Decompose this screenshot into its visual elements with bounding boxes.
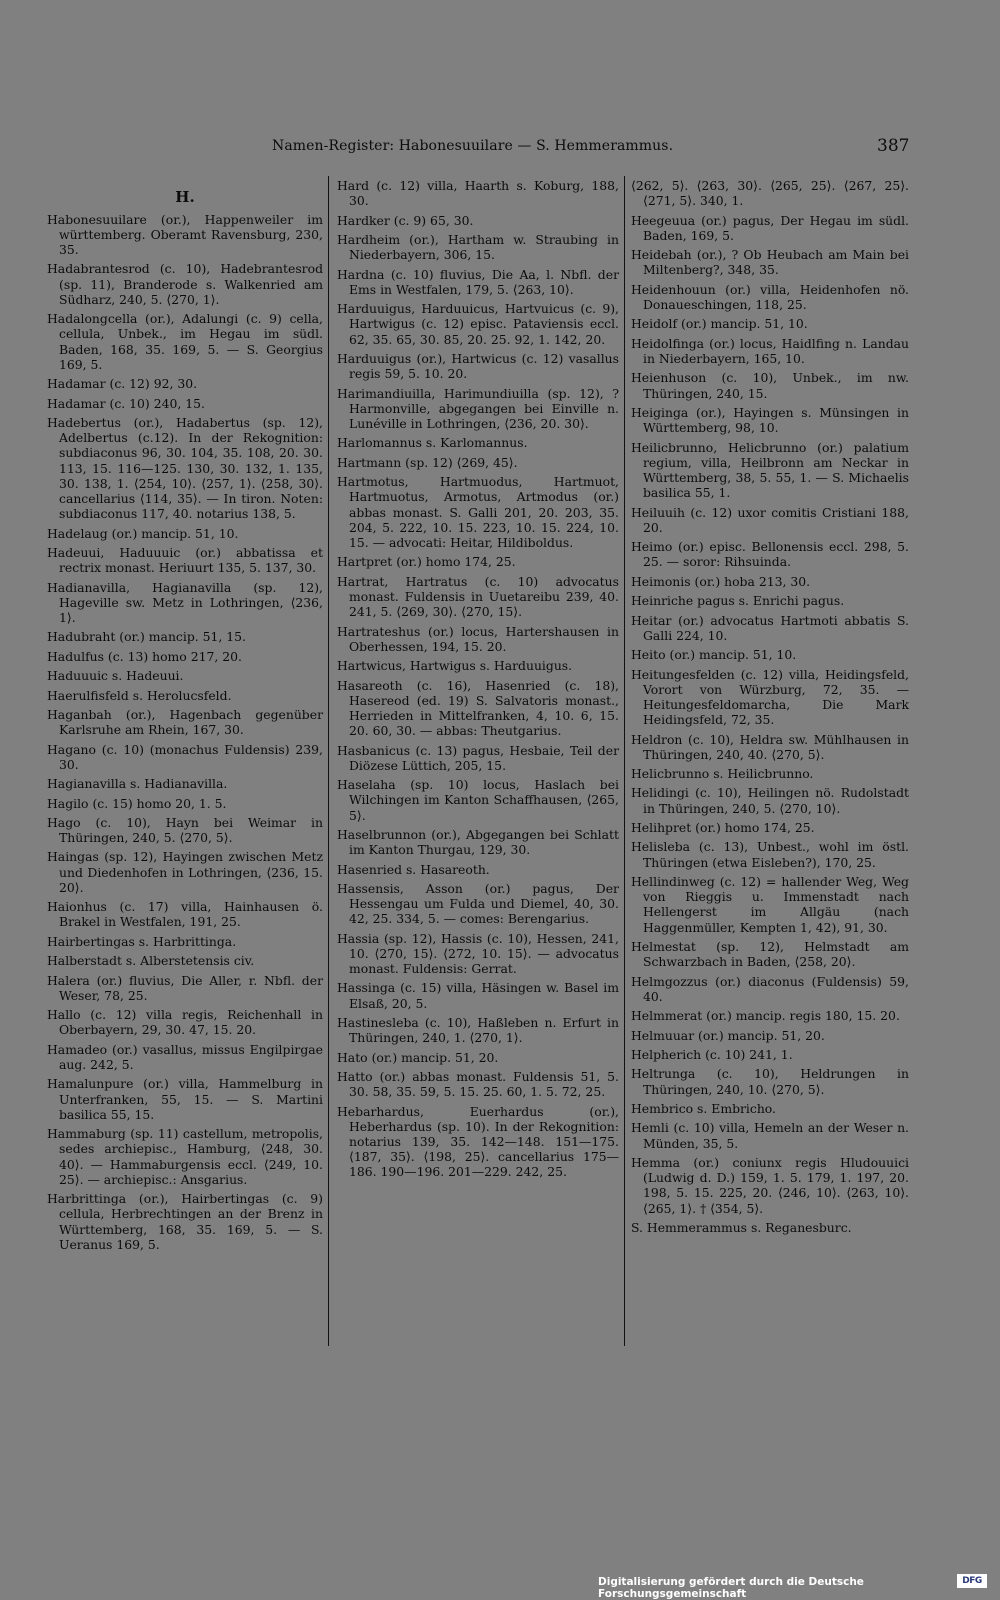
index-entry: Hadianavilla, Hagianavilla (sp. 12), Hageville sw. Metz in Lothringen, ⟨236, 1⟩. xyxy=(47,579,323,625)
index-entry: Hellindinweg (c. 12) = hallender Weg, Weg von Rieggis u. Immenstadt nach Hellengerst im Allgäu (nach Haggenmüller, Kempten 1, 42), 91, 30. xyxy=(631,874,909,935)
index-entry: Hadeuui, Haduuuic (or.) abbatissa et rectrix monast. Heriuurt 135, 5. 137, 30. xyxy=(47,544,323,576)
index-entry: Hartmann (sp. 12) ⟨269, 45⟩. xyxy=(337,454,518,470)
index-entry: Helmgozzus (or.) diaconus (Fuldensis) 59, 40. xyxy=(631,973,909,1004)
index-entry: Hadulfus (c. 13) homo 217, 20. xyxy=(47,648,242,664)
index-entry: Hagano (c. 10) (monachus Fuldensis) 239, 30. xyxy=(47,741,323,772)
section-letter: H. xyxy=(175,188,195,206)
index-entry: Heito (or.) mancip. 51, 10. xyxy=(631,647,797,663)
index-entry: Hardker (c. 9) 65, 30. xyxy=(337,212,474,228)
index-entry: Hadabrantesrod (c. 10), Hadebrantesrod (sp. 11), Branderode s. Walkenried am Südharz, 240, 5. ⟨270, 1⟩. xyxy=(47,261,323,307)
index-entry: Helidingi (c. 10), Heilingen nö. Rudolstadt in Thüringen, 240, 5. ⟨270, 10⟩. xyxy=(631,785,909,816)
index-entry: Hardna (c. 10) fluvius, Die Aa, l. Nbfl. der Ems in Westfalen, 179, 5. ⟨263, 10⟩. xyxy=(337,266,619,297)
index-entry: Hago (c. 10), Hayn bei Weimar in Thüringen, 240, 5. ⟨270, 5⟩. xyxy=(47,814,323,846)
index-entry: Heimo (or.) episc. Bellonensis eccl. 298, 5. 25. — soror: Rihsuinda. xyxy=(631,539,909,570)
index-entry: Hammaburg (sp. 11) castellum, metropolis, sedes archiepisc., Hamburg, ⟨248, 30. 40⟩. — Hammaburgensis eccl. ⟨249, 10. 25⟩. — archiepisc.: Ansgarius. xyxy=(47,1126,323,1187)
index-entry: Heimonis (or.) hoba 213, 30. xyxy=(631,573,811,589)
index-entry: Hassensis, Asson (or.) pagus, Der Hessengau um Fulda und Diemel, 40, 30. 42, 25. 334, 5. — comes: Berengarius. xyxy=(337,880,619,927)
index-entry: Hatto (or.) abbas monast. Fuldensis 51, 5. 30. 58, 35. 59, 5. 15. 25. 60, 1. 5. 72, 25. xyxy=(337,1069,619,1100)
index-entry: Helmestat (sp. 12), Helmstadt am Schwarzbach in Baden, ⟨258, 20⟩. xyxy=(631,939,909,970)
index-column-2 xyxy=(337,178,619,1184)
index-entry: Hembrico s. Embricho. xyxy=(631,1101,776,1117)
index-entry: Heienhuson (c. 10), Unbek., im nw. Thüringen, 240, 15. xyxy=(631,370,909,401)
index-entry: Habonesuuilare (or.), Happenweiler im württemberg. Oberamt Ravensburg, 230, 35. xyxy=(47,211,323,257)
index-entry: Hastinesleba (c. 10), Haßleben n. Erfurt in Thüringen, 240, 1. ⟨270, 1⟩. xyxy=(337,1015,619,1046)
index-entry: Harduuigus (or.), Hartwicus (c. 12) vasallus regis 59, 5. 10. 20. xyxy=(337,350,619,382)
index-entry: Hartrateshus (or.) locus, Hartershausen in Oberhessen, 194, 15. 20. xyxy=(337,623,619,654)
index-entry: Hassinga (c. 15) villa, Häsingen w. Basel im Elsaß, 20, 5. xyxy=(337,980,619,1011)
index-entry: Haselaha (sp. 10) locus, Haslach bei Wilchingen im Kanton Schaffhausen, ⟨265, 5⟩. xyxy=(337,777,619,823)
index-entry: Hadalongcella (or.), Adalungi (c. 9) cella, cellula, Unbek., im Hegau im südl. Baden, 168, 35. 169, 5. — S. Georgius 169, 5. xyxy=(47,311,323,372)
index-entry: Heidolfinga (or.) locus, Haidlfing n. Landau in Niederbayern, 165, 10. xyxy=(631,335,909,366)
index-entry: Harimandiuilla, Harimundiuilla (sp. 12), ? Harmonville, abgegangen bei Einville n. Lunéville in Lothringen, ⟨236, 20. 30⟩. xyxy=(337,385,619,431)
index-entry: Harbrittinga (or.), Hairbertingas (c. 9) cellula, Herbrechtingen an der Brenz in Württemberg, 168, 35. 169, 5. — S. Ueranus 169, 5. xyxy=(47,1191,323,1252)
index-entry: Hebarhardus, Euerhardus (or.), Heberhardus (sp. 10). In der Rekognition: notarius 139, 35. 142—148. 151—175. ⟨187, 35⟩. ⟨198, 25⟩. cancellarius 175—186. 190—196. 201—229. 242, 25. xyxy=(337,1103,619,1180)
index-entry: ⟨262, 5⟩. ⟨263, 30⟩. ⟨265, 25⟩. ⟨267, 25⟩. ⟨271, 5⟩. 340, 1. xyxy=(631,178,909,209)
column-divider xyxy=(328,176,329,1346)
index-entry: Hamalunpure (or.) villa, Hammelburg in Unterfranken, 55, 15. — S. Martini basilica 55, 15. xyxy=(47,1076,323,1122)
index-entry: Hassia (sp. 12), Hassis (c. 10), Hessen, 241, 10. ⟨270, 15⟩. ⟨272, 10. 15⟩. — advocatus monast. Fuldensis: Gerrat. xyxy=(337,930,619,977)
index-entry: Helihpret (or.) homo 174, 25. xyxy=(631,820,815,836)
index-entry: Heidolf (or.) mancip. 51, 10. xyxy=(631,316,808,332)
index-entry: Hartmotus, Hartmuodus, Hartmuot, Hartmuotus, Armotus, Artmodus (or.) abbas monast. S. Galli 201, 20. 203, 35. 204, 5. 222, 10. 15. 223, 10. 15. 224, 10. 15. — advocati: Heitar, Hildiboldus. xyxy=(337,474,619,550)
index-entry: Heidebah (or.), ? Ob Heubach am Main bei Miltenberg?, 348, 35. xyxy=(631,247,909,278)
index-entry: Helisleba (c. 13), Unbest., wohl im östl. Thüringen (etwa Eisleben?), 170, 25. xyxy=(631,839,909,870)
index-entry: Hadelaug (or.) mancip. 51, 10. xyxy=(47,525,239,541)
index-entry: Hairbertingas s. Harbrittinga. xyxy=(47,933,237,949)
index-entry: Hagianavilla s. Hadianavilla. xyxy=(47,776,228,792)
index-entry: Hallo (c. 12) villa regis, Reichenhall in Oberbayern, 29, 30. 47, 15. 20. xyxy=(47,1007,323,1038)
index-entry: Hartrat, Hartratus (c. 10) advocatus monast. Fuldensis in Uuetareibu 239, 40. 241, 5. ⟨269, 30⟩. ⟨270, 15⟩. xyxy=(337,573,619,620)
index-entry: Hato (or.) mancip. 51, 20. xyxy=(337,1049,499,1065)
index-entry: Harlomannus s. Karlomannus. xyxy=(337,435,528,451)
index-entry: Heitar (or.) advocatus Hartmoti abbatis S. Galli 224, 10. xyxy=(631,612,909,643)
column-divider xyxy=(624,176,625,1346)
index-entry: Hard (c. 12) villa, Haarth s. Koburg, 188, 30. xyxy=(337,178,619,209)
page-number: 387 xyxy=(877,136,910,156)
funding-note: Digitalisierung gefördert durch die Deutsche Forschungsgemeinschaft xyxy=(598,1576,864,1600)
index-entry: Hasenried s. Hasareoth. xyxy=(337,861,490,877)
index-entry: Hamadeo (or.) vasallus, missus Engilpirgae aug. 242, 5. xyxy=(47,1041,323,1073)
running-title: Namen-Register: Habonesuuilare — S. Hemmerammus. xyxy=(272,138,674,154)
index-entry: Heldron (c. 10), Heldra sw. Mühlhausen in Thüringen, 240, 40. ⟨270, 5⟩. xyxy=(631,731,909,762)
index-entry: Heidenhouun (or.) villa, Heidenhofen nö. Donaueschingen, 118, 25. xyxy=(631,281,909,312)
index-entry: Haingas (sp. 12), Hayingen zwischen Metz und Diedenhofen in Lothringen, ⟨236, 15. 20⟩. xyxy=(47,849,323,895)
index-entry: Heitungesfelden (c. 12) villa, Heidingsfeld, Vorort von Würzburg, 72, 35. — Heitungesfeldomarcha, Die Mark Heidingsfeld, 72, 35. xyxy=(631,666,909,728)
index-entry: Hasbanicus (c. 13) pagus, Hesbaie, Teil der Diözese Lüttich, 205, 15. xyxy=(337,742,619,773)
index-entry: Haduuuic s. Hadeuui. xyxy=(47,668,184,684)
index-entry: Hemma (or.) coniunx regis Hludouuici (Ludwig d. D.) 159, 1. 5. 179, 1. 197, 20. 198, 5. 15. 225, 20. ⟨246, 10⟩. ⟨263, 10⟩. ⟨265, 1⟩. † ⟨354, 5⟩. xyxy=(631,1155,909,1216)
index-entry: Haionhus (c. 17) villa, Hainhausen ö. Brakel in Westfalen, 191, 25. xyxy=(47,899,323,930)
index-entry: Hadamar (c. 10) 240, 15. xyxy=(47,395,205,411)
index-entry: Hardheim (or.), Hartham w. Straubing in Niederbayern, 306, 15. xyxy=(337,231,619,263)
index-column-1 xyxy=(47,190,323,1256)
index-entry: Hasareoth (c. 16), Hasenried (c. 18), Hasereod (ed. 19) S. Salvatoris monast., Herrieden in Mittelfranken, 4, 10. 6, 15. 20. 60, 30. — abbas: Theutgarius. xyxy=(337,677,619,739)
index-entry: Helmmerat (or.) mancip. regis 180, 15. 20. xyxy=(631,1008,900,1024)
index-entry: Hartwicus, Hartwigus s. Harduuigus. xyxy=(337,658,573,674)
index-entry: Heltrunga (c. 10), Heldrungen in Thüringen, 240, 10. ⟨270, 5⟩. xyxy=(631,1066,909,1097)
index-entry: Haselbrunnon (or.), Abgegangen bei Schlatt im Kanton Thurgau, 129, 30. xyxy=(337,826,619,858)
index-entry: Halera (or.) fluvius, Die Aller, r. Nbfl. der Weser, 78, 25. xyxy=(47,972,323,1003)
index-entry: Hadamar (c. 12) 92, 30. xyxy=(47,376,198,392)
index-entry: Harduuigus, Harduuicus, Hartvuicus (c. 9), Hartwigus (c. 12) episc. Pataviensis eccl. 62, 35. 65, 30. 85, 20. 25. 92, 1. 142, 20. xyxy=(337,301,619,347)
index-entry: Haerulfisfeld s. Herolucsfeld. xyxy=(47,687,232,703)
dfg-logo: DFG xyxy=(957,1574,987,1588)
index-entry: Haganbah (or.), Hagenbach gegenüber Karlsruhe am Rhein, 167, 30. xyxy=(47,706,323,738)
index-entry: Heiginga (or.), Hayingen s. Münsingen in Württemberg, 98, 10. xyxy=(631,404,909,436)
index-entry: Helpherich (c. 10) 241, 1. xyxy=(631,1047,793,1063)
index-column-3 xyxy=(631,178,909,1239)
page-header xyxy=(0,138,1000,160)
index-entry: Hartpret (or.) homo 174, 25. xyxy=(337,554,516,570)
index-entry: Helicbrunno s. Heilicbrunno. xyxy=(631,766,814,782)
index-entry: Hadebertus (or.), Hadabertus (sp. 12), Adelbertus (c.12). In der Rekognition: subdiaconus 96, 30. 104, 35. 108, 20. 30. 113, 15. 116—125. 130, 30. 132, 1. 135, 30. 138, 1. ⟨254, 10⟩. ⟨257, 1⟩. ⟨258, 30⟩. cancellarius ⟨114, 35⟩. — In tiron. Noten: subdiaconus 117, 40. notarius 138, 5. xyxy=(47,414,323,522)
index-entry: Heinriche pagus s. Enrichi pagus. xyxy=(631,593,845,609)
index-entry: Heegeuua (or.) pagus, Der Hegau im südl. Baden, 169, 5. xyxy=(631,212,909,243)
index-entry: S. Hemmerammus s. Reganesburc. xyxy=(631,1220,852,1235)
index-entry: Heilicbrunno, Helicbrunno (or.) palatium regium, villa, Heilbronn am Neckar in Württemberg, 38, 5. 55, 1. — S. Michaelis basilica 55, 1. xyxy=(631,439,909,501)
index-entry: Halberstadt s. Alberstetensis civ. xyxy=(47,953,255,969)
index-entry: Helmuuar (or.) mancip. 51, 20. xyxy=(631,1027,825,1043)
index-entry: Hagilo (c. 15) homo 20, 1. 5. xyxy=(47,795,227,811)
index-entry: Hadubraht (or.) mancip. 51, 15. xyxy=(47,629,246,645)
index-entry: Hemli (c. 10) villa, Hemeln an der Weser n. Münden, 35, 5. xyxy=(631,1120,909,1151)
index-entry: Heiluuih (c. 12) uxor comitis Cristiani 188, 20. xyxy=(631,504,909,535)
